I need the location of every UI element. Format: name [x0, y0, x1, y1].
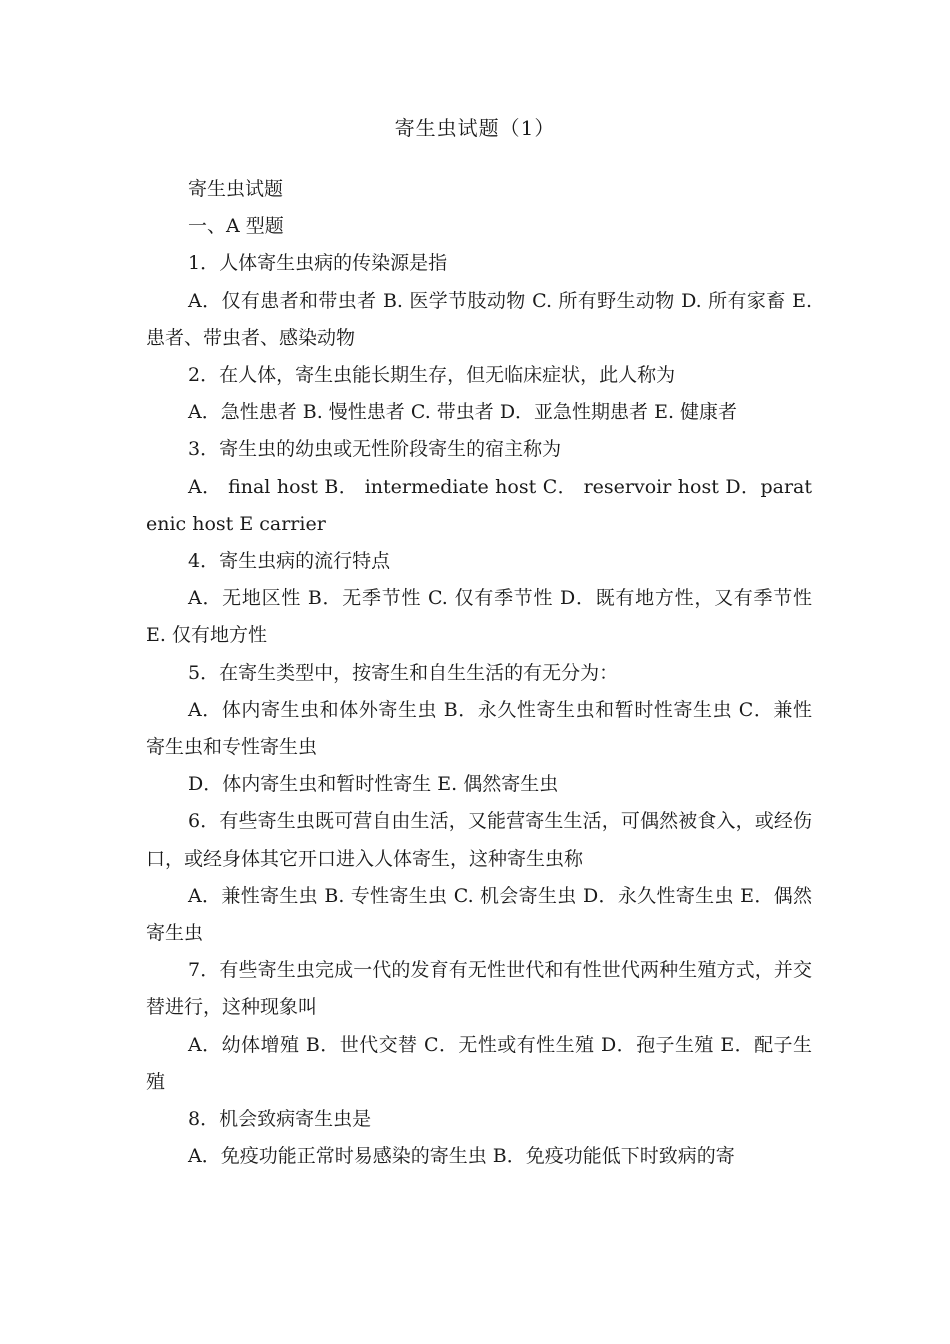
question-5-options: A．体内寄生虫和体外寄生虫 B．永久性寄生虫和暂时性寄生虫 C．兼性寄生虫和专性寄生虫	[146, 698, 812, 759]
question-2: 2．在人体，寄生虫能长期生存，但无临床症状，此人称为	[188, 364, 676, 387]
question-6: 6．有些寄生虫既可营自由生活，又能营寄生生活，可偶然被食入，或经伤口，或经身体其它开口进入人体寄生，这种寄生虫称	[146, 810, 812, 870]
document-title: 寄生虫试题（1）	[394, 116, 556, 140]
question-type-heading: 一、A 型题	[188, 215, 284, 238]
question-2-options: A．急性患者 B. 慢性患者 C. 带虫者 D．亚急性期患者 E. 健康者	[188, 401, 738, 424]
question-4-options: A．无地区性 B．无季节性 C. 仅有季节性 D．既有地方性，又有季节性 E. 仅有地方性	[146, 587, 812, 647]
question-7: 7．有些寄生虫完成一代的发育有无性世代和有性世代两种生殖方式，并交替进行，这种现象叫	[146, 959, 812, 1019]
question-4: 4．寄生虫病的流行特点	[188, 550, 391, 573]
question-1: 1．人体寄生虫病的传染源是指	[188, 252, 448, 275]
section-heading: 寄生虫试题	[188, 178, 284, 200]
question-3: 3．寄生虫的幼虫或无性阶段寄生的宿主称为	[188, 438, 562, 461]
question-1-options: A．仅有患者和带虫者 B. 医学节肢动物 C. 所有野生动物 D. 所有家畜 E. 患者、带虫者、感染动物	[146, 289, 812, 349]
question-5: 5．在寄生类型中，按寄生和自生生活的有无分为：	[188, 661, 619, 684]
question-6-options: A．兼性寄生虫 B. 专性寄生虫 C. 机会寄生虫 D．永久性寄生虫 E．偶然寄生虫	[146, 884, 812, 945]
question-3-options: A． final host B． intermediate host C． reservoir host D．paratenic host E carrier	[146, 475, 812, 535]
question-7-options: A．幼体增殖 B．世代交替 C．无性或有性生殖 D．孢子生殖 E．配子生殖	[146, 1033, 812, 1093]
question-8: 8．机会致病寄生虫是	[188, 1108, 372, 1131]
question-5-options-continued: D．体内寄生虫和暂时性寄生 E. 偶然寄生虫	[188, 773, 559, 796]
question-8-options: A．免疫功能正常时易感染的寄生虫 B．免疫功能低下时致病的寄	[188, 1145, 735, 1168]
document-body	[146, 171, 812, 1175]
